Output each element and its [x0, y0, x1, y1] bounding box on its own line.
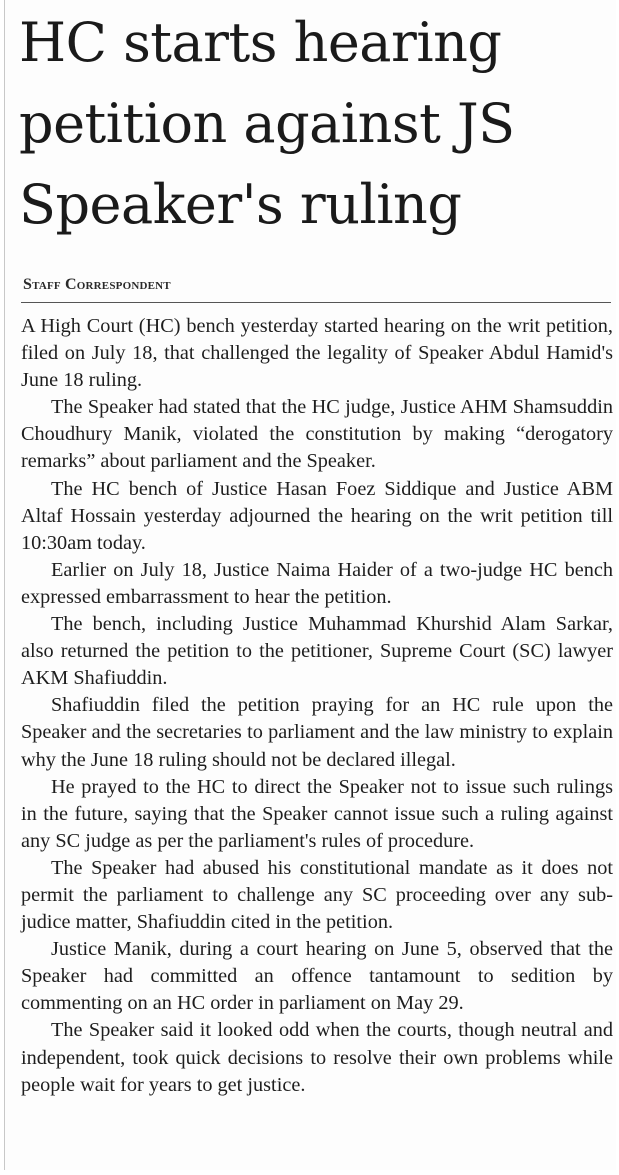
article-paragraph: The Speaker had stated that the HC judge, Justice AHM Shamsuddin Choudhury Manik, violated the constitution by making “derogatory remarks” about parliament and the Speaker.	[21, 396, 613, 473]
article-paragraph: The Speaker said it looked odd when the courts, though neutral and independent, took quick decisions to resolve their own problems while people wait for years to get justice.	[21, 1019, 613, 1096]
article-paragraph: Earlier on July 18, Justice Naima Haider of a two-judge HC bench expressed embarrassment to hear the petition.	[21, 558, 613, 608]
headline: HC starts hearing petition against JS Speaker's ruling	[19, 11, 515, 236]
article-paragraph: The bench, including Justice Muhammad Khurshid Alam Sarkar, also returned the petition to the petitioner, Supreme Court (SC) lawyer AKM Shafiuddin.	[21, 613, 613, 690]
article-paragraph: The Speaker had abused his constitutional mandate as it does not permit the parliament to challenge any SC proceeding over any sub-judice matter, Shafiuddin cited in the petition.	[21, 856, 613, 934]
byline-divider	[21, 302, 611, 303]
article-body	[21, 313, 613, 1099]
newspaper-clipping	[4, 0, 616, 1170]
article-paragraph: Shafiuddin filed the petition praying for an HC rule upon the Speaker and the secretaries to parliament and the law ministry to explain why the June 18 ruling should not be declared illegal.	[21, 694, 613, 771]
article-paragraph: A High Court (HC) bench yesterday started hearing on the writ petition, filed on July 18, that challenged the legality of Speaker Abdul Hamid's June 18 ruling.	[21, 315, 613, 392]
byline: Staff Correspondent	[23, 276, 171, 293]
article-paragraph: Justice Manik, during a court hearing on June 5, observed that the Speaker had committed an offence tantamount to sedition by commenting on an HC order in parliament on May 29.	[21, 938, 613, 1015]
article-paragraph: The HC bench of Justice Hasan Foez Siddique and Justice ABM Altaf Hossain yesterday adjourned the hearing on the writ petition till 10:30am today.	[21, 477, 613, 554]
article-paragraph: He prayed to the HC to direct the Speaker not to issue such rulings in the future, saying that the Speaker cannot issue such a ruling against any SC judge as per the parliament's rules of procedure.	[21, 775, 613, 852]
